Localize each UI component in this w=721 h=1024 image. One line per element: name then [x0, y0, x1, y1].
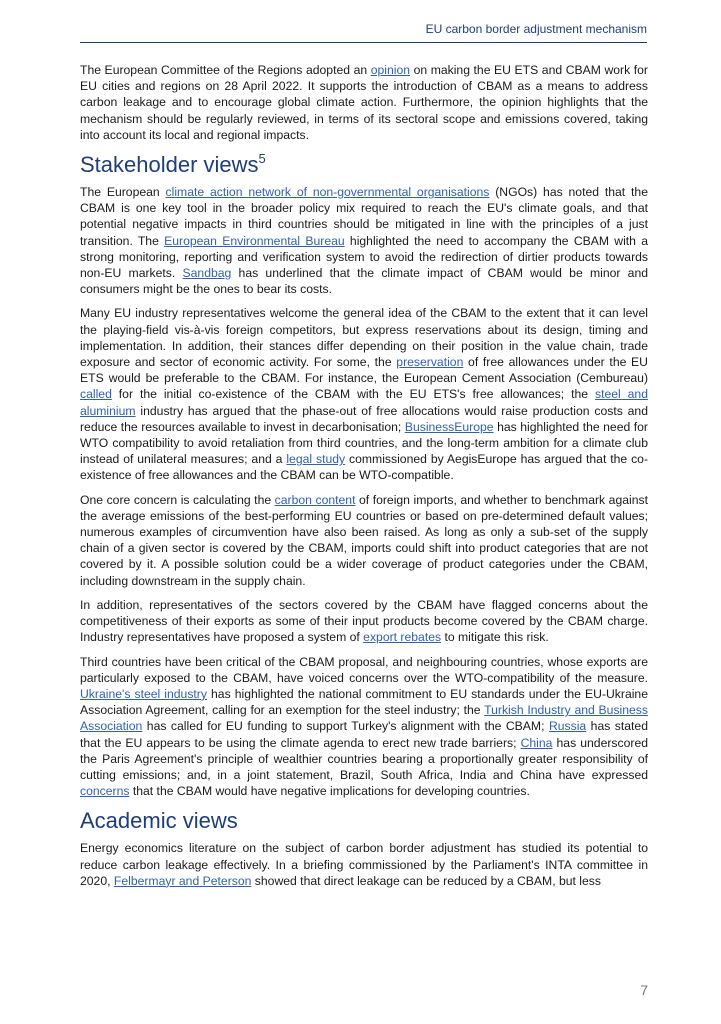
paragraph-text: has called for EU funding to support Turkey's alignment with the CBAM; [142, 719, 549, 734]
paragraph-ngos [80, 184, 648, 297]
page-number: 7 [640, 982, 648, 998]
paragraph-text: industry has argued that the phase-out of free allocations would raise production costs and reduce the resources available to invest in decarbonisation; [80, 403, 648, 434]
link-called[interactable]: called [80, 387, 112, 402]
paragraph-industry [80, 305, 648, 483]
link-sandbag[interactable]: Sandbag [182, 266, 232, 281]
paragraph-text: The European [80, 185, 166, 200]
header-rule [80, 42, 647, 43]
link-china[interactable]: China [520, 735, 553, 750]
link-carbon-content[interactable]: carbon content [274, 492, 356, 507]
link-concerns[interactable]: concerns [80, 784, 130, 799]
paragraph-text: commissioned by AegisEurope has argued that the co-existence of free allowances and the CBAM can be WTO-compatible. [80, 452, 649, 483]
paragraph-text: that the CBAM would have negative implications for developing countries. [129, 784, 530, 799]
link-turkish-industry-association[interactable]: Turkish Industry and Business Association [80, 703, 648, 734]
paragraph-text: One core concern is calculating the [80, 492, 275, 507]
paragraph-text: highlighted the need to accompany the CBAM with a strong monitoring, reporting and verification system to avoid the redirection of dirtier products towards non-EU markets. [80, 233, 648, 281]
paragraph-text: has stated that the EU appears to be using the climate agenda to erect new trade barriers; [80, 719, 648, 750]
heading-academic-views: Academic views [80, 808, 238, 834]
paragraph-text: of foreign imports, and whether to benchmark against the average emissions of the best-performing EU countries or based on pre-determined default values; numerous examples of circumvention have also been raised. As long as only a sub-set of the supply chain of a given sector is covered by the CBAM, imports could shift into product categories that are not covered by it. A possible solution could be a wider coverage of product categories under the CBAM, including downstream in the supply chain. [80, 492, 648, 588]
paragraph-text: Energy economics literature on the subject of carbon border adjustment has studied its potential to reduce carbon leakage effectively. In a briefing commissioned by the Parliament's INTA committee in 2020, [80, 841, 648, 888]
paragraph-text: Third countries have been critical of the CBAM proposal, and neighbouring countries, whose exports are particularly exposed to the CBAM, have voiced concerns over the WTO-compatibility of the measure. [80, 654, 648, 685]
paragraph-text: The European Committee of the Regions adopted an [80, 63, 371, 77]
link-climate-action-network[interactable]: climate action network of non-governmental organisations [165, 185, 490, 200]
link-european-environmental-bureau[interactable]: European Environmental Bureau [164, 233, 345, 248]
paragraph-third-countries [80, 654, 648, 800]
link-businesseurope[interactable]: BusinessEurope [404, 419, 494, 434]
page-body [80, 62, 648, 897]
paragraph-text: on making the EU ETS and CBAM work for EU cities and regions on 28 April 2022. It supports the introduction of CBAM as a means to address carbon leakage and to encourage global climate action. Furthermore, the opinion highlights that the mechanism should be regularly reviewed, in terms of its sectoral scope and emissions covered, taking into account its local and regional impacts. [80, 63, 648, 142]
paragraph-carbon-content [80, 492, 648, 589]
paragraph-text: showed that direct leakage can be reduced by a CBAM, but less [251, 873, 601, 888]
paragraph-export-competitiveness [80, 597, 648, 646]
footnote-marker[interactable]: 5 [258, 151, 266, 167]
running-header: EU carbon border adjustment mechanism [425, 22, 647, 36]
paragraph-text: of free allowances under the EU ETS would be preferable to the CBAM. For instance, the European Cement Association (Cembureau) [80, 355, 648, 386]
heading-stakeholder-views [80, 151, 648, 179]
link-steel-and-aluminium[interactable]: steel and aluminium [80, 387, 648, 418]
paragraph-energy-economics [80, 840, 648, 889]
paragraph-text: has underlined that the climate impact of CBAM would be minor and consumers might be the ones to bear its costs. [80, 266, 648, 297]
link-russia[interactable]: Russia [548, 719, 587, 734]
paragraph-text: to mitigate this risk. [441, 630, 549, 645]
paragraph-text: for the initial co-existence of the CBAM with the EU ETS's free allowances; the [111, 387, 595, 402]
paragraph-text: Many EU industry representatives welcome the general idea of the CBAM to the extent that it can level the playing-field vis-à-vis foreign competitors, but express reservations about its design, timing and implementation. In addition, their stances differ depending on their position in the value chain, trade exposure and sector of economic activity. For some, the [80, 306, 648, 370]
link-legal-study[interactable]: legal study [286, 452, 346, 467]
link-export-rebates[interactable]: export rebates [363, 630, 442, 645]
paragraph-text: has underscored the Paris Agreement's principle of wealthier countries bearing a proportionally greater responsibility of cutting emissions; and, in a joint statement, Brazil, South Africa, India and China have expressed [80, 735, 648, 782]
paragraph-text: has highlighted the national commitment to EU standards under the EU-Ukraine Association Agreement, calling for an exemption for the steel industry; the [80, 686, 648, 718]
paragraph-text: In addition, representatives of the sectors covered by the CBAM have flagged concerns about the competitiveness of their exports as some of their input products become covered by the CBAM charge. Industry representatives have proposed a system of [80, 597, 648, 645]
paragraph-committee-regions [80, 62, 648, 143]
heading-text: Stakeholder views [80, 152, 259, 178]
link-ukraine-steel-industry[interactable]: Ukraine's steel industry [80, 686, 207, 701]
paragraph-text: (NGOs) has noted that the CBAM is one key tool in the broader policy mix required to reach the EU's climate goals, and that potential negative impacts in third countries should be mitigated in line with the principles of a just transition. The [80, 185, 648, 248]
link-preservation[interactable]: preservation [396, 355, 464, 370]
link-opinion[interactable]: opinion [370, 63, 411, 77]
link-felbermayr-peterson[interactable]: Felbermayr and Peterson [113, 873, 252, 888]
paragraph-text: has highlighted the need for WTO compatibility to avoid retaliation from third countries, and the long-term ambition for a climate club instead of unilateral measures; and a [80, 419, 648, 467]
